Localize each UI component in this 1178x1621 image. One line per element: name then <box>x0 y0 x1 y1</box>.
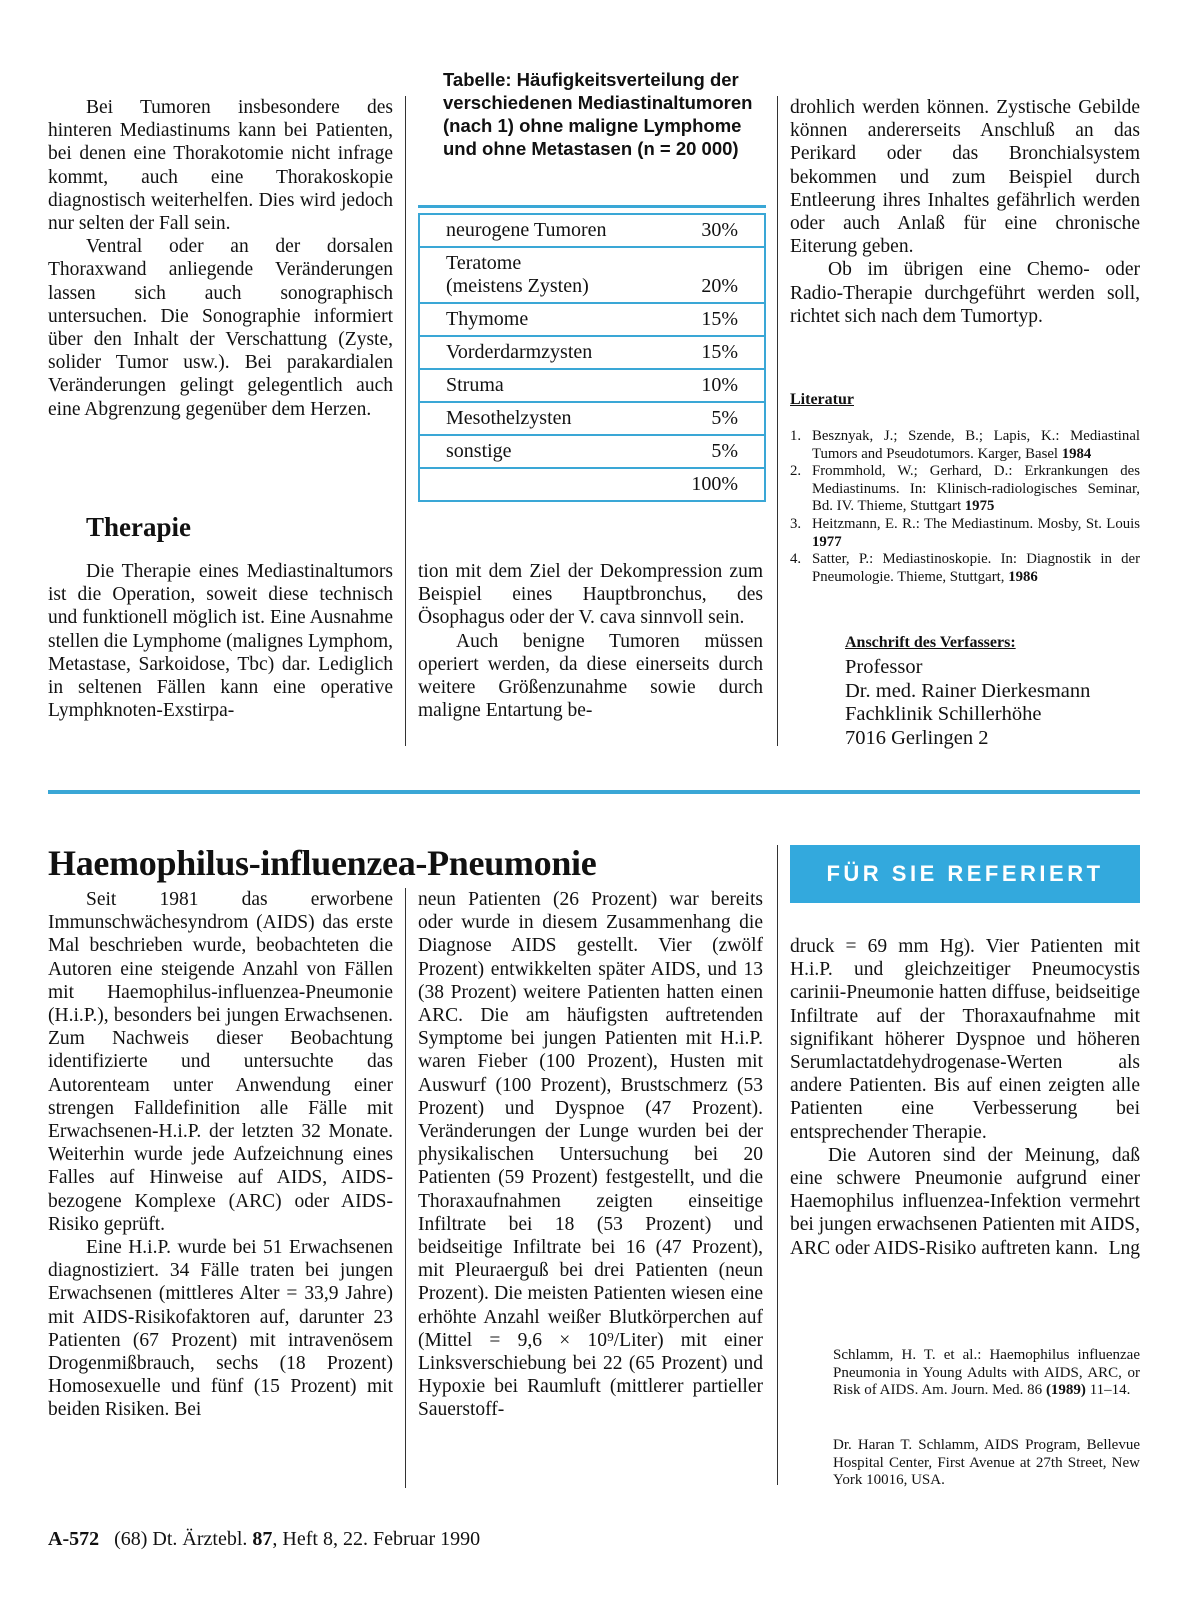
contact-address: Dr. Haran T. Schlamm, AIDS Program, Bellevue Hospital Center, First Avenue at 27th Street, New York 10016, USA. <box>833 1437 1140 1488</box>
paragraph: druck = 69 mm Hg). Vier Patienten mit H.i.P. und gleichzeitiger Pneumocystis carinii-Pneumonie hatten diffuse, beidseitige Infiltrate auf der Thoraxaufnahme mit signifikant höherer Dyspnoe und höheren Serumlactatdehydrogenase-Werten als andere Patienten. Bis auf einen zeigten alle Patienten eine Verbesserung bei entsprechender Therapie. <box>790 936 1140 1143</box>
paragraph: Die Autoren sind der Meinung, daß eine schwere Pneumonie aufgrund einer Haemophilus influenzea-Infektion vermehrt bei jungen erwachsenen Patienten mit AIDS, ARC oder AIDS-Risiko auftreten kann. <box>790 1144 1140 1259</box>
reference-year: 1986 <box>1008 568 1038 585</box>
table-row <box>420 469 764 500</box>
table-cell-label: Mesothelzysten <box>446 407 572 429</box>
table-cell-value: 10% <box>701 374 738 396</box>
table-row <box>420 215 764 248</box>
reference-text: Satter, P.: Mediastinoskopie. In: Diagnostik in der Pneumologie. Thieme, Stuttgart, <box>812 551 1140 585</box>
column-rule <box>777 845 778 1485</box>
article-title: Haemophilus-influenzea-Pneumonie <box>48 843 597 883</box>
address-line: Professor <box>845 656 923 678</box>
table-cell-label: Teratome (meistens Zysten) <box>446 252 589 297</box>
reference-pages: 11–14. <box>1089 1382 1131 1398</box>
paragraph: Ob im übrigen eine Chemo- oder Radio-Therapie durchgeführt werden soll, richtet sich nach dem Tumortyp. <box>790 259 1140 327</box>
table-cell-value: 20% <box>701 275 738 297</box>
column-rule <box>777 96 778 746</box>
list-number: 2. <box>790 463 802 480</box>
table-cell-value: 100% <box>691 473 738 495</box>
paragraph: Eine H.i.P. wurde bei 51 Erwachsenen diagnostiziert. 34 Fälle traten bei jungen Erwachsenen (mittleres Alter = 33,9 Jahre) mit AIDS-Risikofaktoren auf, darunter 23 Patienten (67 Prozent) mit intravenösem Drogenmißbrauch, sechs (18 Prozent) Homosexuelle und fünf (15 Prozent) mit beiden Risiken. Bei <box>48 1237 393 1421</box>
address-heading: Anschrift des Verfassers: <box>845 634 1016 651</box>
top-col1 <box>48 96 393 421</box>
journal-volume: 87 <box>252 1528 273 1550</box>
top-col3 <box>790 96 1140 328</box>
table-cell-value: 15% <box>701 341 738 363</box>
page-footer <box>48 1528 480 1551</box>
list-item <box>790 463 1140 516</box>
author-address <box>845 656 1090 750</box>
list-number: 3. <box>790 515 802 532</box>
list-number: 1. <box>790 428 802 444</box>
table-row <box>420 337 764 370</box>
list-item <box>790 428 1140 463</box>
list-item <box>790 551 1140 586</box>
paragraph: Seit 1981 das erworbene Immunschwächesyndrom (AIDS) das erste Mal beschrieben wurde, beobachteten die Autoren eine steigende Anzahl von Fällen mit Haemophilus-influenzea-Pneumonie (H.i.P.), besonders bei jungen Erwachsenen. Zum Nachweis dieser Beobachtung identifizierte und untersuchte das Autorenteam unter Anwendung einer strengen Falldefinition alle Fälle mit Erwachsenen-H.i.P. der letzten 32 Monate. Weiterhin wurde jede Aufzeichnung eines Falles auf Hinweise auf AIDS, AIDS-bezogene Komplexe (ARC) oder AIDS-Risiko geprüft. <box>48 889 393 1235</box>
reference-year: (1989) <box>1045 1382 1086 1398</box>
issue-date: , Heft 8, 22. Februar 1990 <box>272 1528 481 1550</box>
bottom-col3 <box>790 935 1140 1260</box>
bottom-col2 <box>418 888 763 1422</box>
paragraph: Bei Tumoren insbesondere des hinteren Mediastinums kann bei Patienten, bei denen eine Thorakotomie nicht infrage kommt, auch eine Thorakoskopie diagnostisch weiterhelfen. Dies wird jedoch nur selten der Fall sein. <box>48 97 393 235</box>
signature: Lng <box>1108 1237 1140 1259</box>
table-row <box>420 403 764 436</box>
frequency-table <box>418 213 766 502</box>
reference-year: 1984 <box>1061 445 1092 462</box>
top-col1-therapie <box>48 560 393 722</box>
table-row <box>420 304 764 337</box>
paragraph: Auch benigne Tumoren müssen operiert werden, da diese einerseits durch weitere Größenzunahme sowie durch maligne Entartung be- <box>418 630 763 722</box>
table-cell-label: Vorderdarmzysten <box>446 341 593 363</box>
column-rule <box>405 96 406 746</box>
table-row <box>420 436 764 469</box>
table-cell-value: 5% <box>711 407 738 429</box>
literatur-heading: Literatur <box>790 391 854 408</box>
table-caption: Tabelle: Häufigkeitsverteilung der verschiedenen Mediastinaltumoren (nach 1) ohne maligne Lymphome und ohne Metastasen (n = 20 000) <box>443 69 753 159</box>
address-line: Dr. med. Rainer Dierkesmann <box>845 679 1091 702</box>
bottom-col1 <box>48 888 393 1422</box>
table-top-rule <box>418 205 766 208</box>
paragraph: tion mit dem Ziel der Dekompression zum Beispiel eines Hauptbronchus, des Ösophagus oder der V. cava sinnvoll sein. <box>418 561 763 629</box>
table-cell-value: 5% <box>711 440 738 462</box>
table-row <box>420 370 764 403</box>
source-reference <box>833 1347 1140 1400</box>
reference-text: Frommhold, W.; Gerhard, D.: Erkrankungen des Mediastinums. In: Klinisch-radiologisches Seminar, Bd. IV. Thieme, Stuttgart <box>812 463 1140 515</box>
paragraph: Die Therapie eines Mediastinaltumors ist die Operation, soweit diese technisch und funktionell möglich ist. Eine Ausnahme stellen die Lymphome (malignes Lymphom, Metastase, Sarkoidose, Tbc) dar. Lediglich in seltenen Fällen kann eine operative Lymphknoten-Exstirpa- <box>48 561 393 722</box>
column-rule <box>405 888 406 1488</box>
table-cell-value: 15% <box>701 308 738 330</box>
literatur-list <box>790 428 1140 586</box>
journal-name: (68) Dt. Ärztebl. <box>114 1528 248 1550</box>
reference-text: Heitzmann, E. R.: The Mediastinum. Mosby, St. Louis <box>812 515 1140 532</box>
table-cell-label: Struma <box>446 374 504 396</box>
table-cell-label: sonstige <box>446 440 512 462</box>
table-cell-label: neurogene Tumoren <box>446 219 607 241</box>
address-line: Fachklinik Schillerhöhe <box>845 703 1042 725</box>
page-number: A-572 <box>48 1528 100 1550</box>
table-row <box>420 248 764 304</box>
paragraph: drohlich werden können. Zystische Gebilde können andererseits Anschluß an das Perikard oder das Bronchialsystem bekommen und zum Beispiel durch Entleerung ihres Inhaltes gefährlich werden oder auch Anlaß für eine chronische Eiterung geben. <box>790 97 1140 258</box>
address-line: 7016 Gerlingen 2 <box>845 726 989 749</box>
section-badge: FÜR SIE REFERIERT <box>790 845 1140 903</box>
paragraph: neun Patienten (26 Prozent) war bereits oder wurde in diesem Zusammenhang die Diagnose AIDS gestellt. Vier (zwölf Prozent) entwikkelten später AIDS, und 13 (38 Prozent) weitere Patienten hatten einen ARC. Die am häufigsten auftretenden Symptome bei jungen Patienten mit H.i.P. waren Fieber (100 Prozent), Husten mit Auswurf (100 Prozent), Brustschmerz (53 Prozent) und Dyspnoe (47 Prozent). Veränderungen der Lunge wurden bei der physikalischen Untersuchung bei 20 Patienten (59 Prozent) festgestellt, und die Thoraxaufnahmen zeigten einseitige Infiltrate bei 18 (53 Prozent) und beidseitige Infiltrate bei 16 (47 Prozent), mit Pleuraerguß bei drei Patienten (neun Prozent). Die meisten Patienten wiesen eine erhöhte Anzahl weißer Blutkörperchen auf (Mittel = 9,6 × 10⁹/Liter) mit einer Linksverschiebung bei 22 (65 Prozent) und Hypoxie bei Raumluft (mittlerer partieller Sauerstoff- <box>418 889 763 1421</box>
list-number: 4. <box>790 551 802 568</box>
reference-year: 1977 <box>812 533 842 550</box>
reference-text: Besznyak, J.; Szende, B.; Lapis, K.: Mediastinal Tumors and Pseudotumors. Karger, Basel <box>812 428 1140 462</box>
reference-year: 1975 <box>964 498 995 515</box>
therapie-heading: Therapie <box>86 512 191 542</box>
paragraph: Ventral oder an der dorsalen Thoraxwand anliegende Veränderungen lassen sich auch sonographisch untersuchen. Die Sonographie informiert über den Inhalt der Verschattung (Zyste, solider Tumor usw.). Bei parakardialen Veränderungen gelingt gelegentlich auch eine Abgrenzung gegenüber dem Herzen. <box>48 236 393 420</box>
top-col2 <box>418 560 763 722</box>
table-cell-value: 30% <box>701 219 738 241</box>
reference-text: Schlamm, H. T. et al.: Haemophilus influenzae Pneumonia in Young Adults with AIDS, ARC, or Risk of AIDS. Am. Journ. Med. 86 <box>833 1347 1140 1398</box>
list-item <box>790 516 1140 551</box>
section-divider <box>48 790 1140 794</box>
table-cell-label: Thymome <box>446 308 529 330</box>
